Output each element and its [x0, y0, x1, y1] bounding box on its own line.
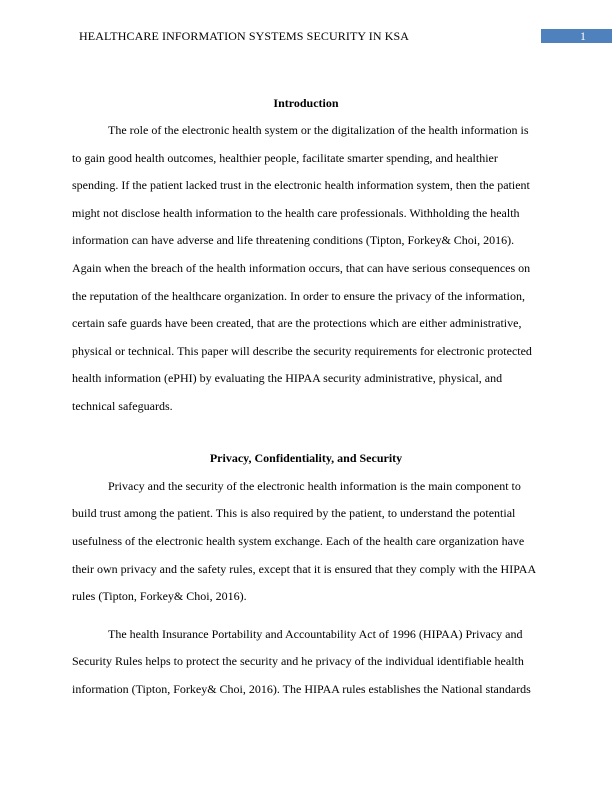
- paragraph-line: might not disclose health information to the health care professionals. Withholding the health: [72, 206, 520, 220]
- paragraph-line: physical or technical. This paper will describe the security requirements for electronic protected: [72, 344, 532, 358]
- paragraph-line: health information (ePHI) by evaluating the HIPAA security administrative, physical, and: [72, 371, 503, 385]
- paragraph-line: certain safe guards have been created, that are the protections which are either administrative,: [72, 316, 522, 330]
- paragraph-line: information can have adverse and life threatening conditions (Tipton, Forkey& Choi, 2016).: [72, 233, 515, 247]
- paragraph-line: spending. If the patient lacked trust in the electronic health information system, then the patient: [72, 178, 530, 192]
- paragraph-line: Security Rules helps to protect the security and he privacy of the individual identifiable health: [72, 654, 524, 668]
- page-number: 1: [580, 29, 586, 43]
- paragraph-line: the reputation of the healthcare organization. In order to ensure the privacy of the information,: [72, 289, 525, 303]
- paragraph-line: to gain good health outcomes, healthier people, facilitate smarter spending, and healthier: [72, 151, 498, 165]
- paragraph-line: Again when the breach of the health information occurs, that can have serious consequences on: [72, 261, 531, 275]
- paragraph-line: Privacy and the security of the electronic health information is the main component to: [108, 479, 521, 493]
- paragraph-line: information (Tipton, Forkey& Choi, 2016). The HIPAA rules establishes the National standards: [72, 682, 531, 696]
- section-heading-privacy: Privacy, Confidentiality, and Security: [209, 451, 403, 465]
- paragraph-line: their own privacy and the safety rules, except that it is ensured that they comply with the HIPAA: [72, 562, 537, 576]
- paragraph-line: technical safeguards.: [72, 399, 173, 413]
- paragraph-line: rules (Tipton, Forkey& Choi, 2016).: [72, 589, 247, 603]
- running-head: HEALTHCARE INFORMATION SYSTEMS SECURITY IN KSA: [79, 29, 410, 43]
- paragraph-line: build trust among the patient. This is also required by the patient, to understand the potential: [72, 506, 516, 520]
- paragraph-line: The health Insurance Portability and Accountability Act of 1996 (HIPAA) Privacy and: [108, 627, 523, 641]
- paragraph-line: usefulness of the electronic health system exchange. Each of the health care organization have: [72, 534, 525, 548]
- page-number-badge: [541, 29, 612, 43]
- paragraph-line: The role of the electronic health system or the digitalization of the health information is: [108, 123, 529, 137]
- section-heading-introduction: Introduction: [273, 96, 339, 110]
